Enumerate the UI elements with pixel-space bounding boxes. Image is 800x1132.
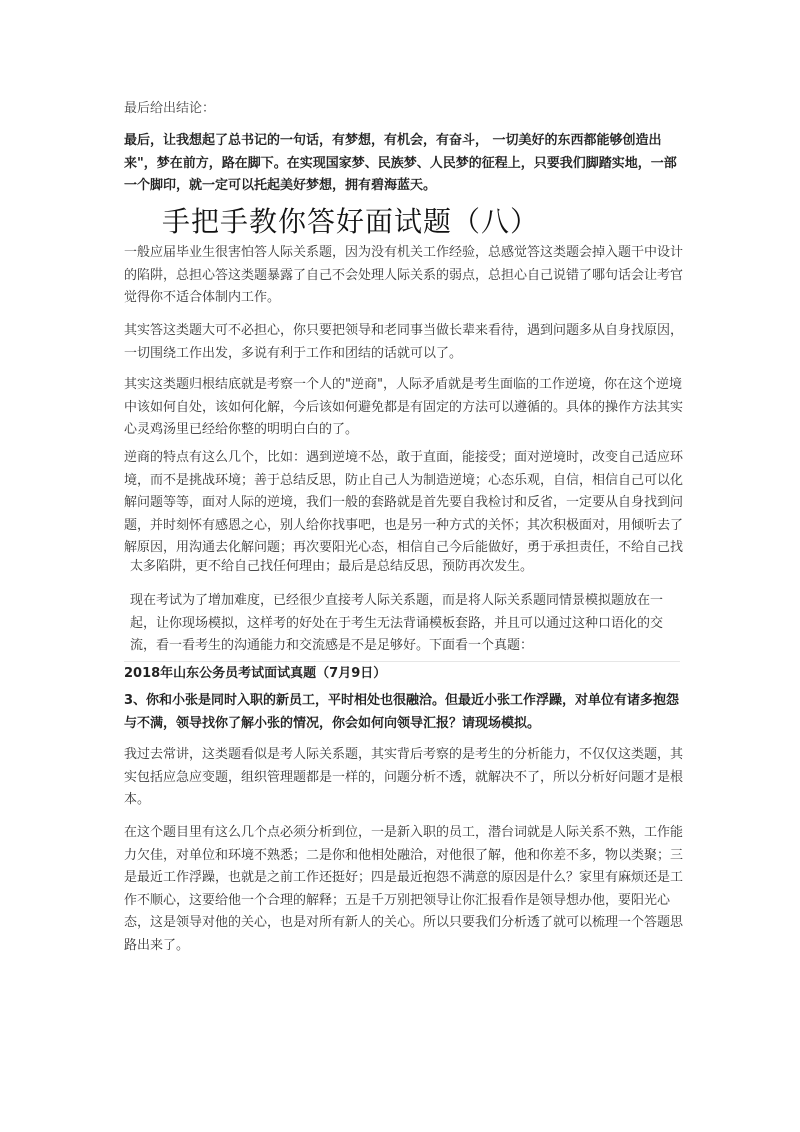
page-title: 手把手教你答好面试题（八） <box>162 205 540 238</box>
question-3: 3、你和小张是同时入职的新员工，平时相处也很融洽。但最近小张工作浮躁，对单位有诸多抱怨与不满，领导找你了解小张的情况，你会如何向领导汇报？请现场模拟。 <box>124 693 680 731</box>
paragraph-1: 一般应届毕业生很害怕答人际关系题，因为没有机关工作经验，总感觉答这类题会掉入题干中设计的陷阱，总担心答这类题暴露了自己不会处理人际关系的弱点，总担心自己说错了哪句话会让考官觉得你不适合体制内工作。 <box>124 245 684 305</box>
paragraph-7: 在这个题目里有这么几个点必须分析到位，一是新入职的员工，潜台词就是人际关系不熟，工作能力欠佳，对单位和环境不熟悉；二是你和他相处融洽，对他很了解，他和你差不多，物以类聚；三是最近工作浮躁，也就是之前工作还挺好；四是最近抱怨不满意的原因是什么？家里有麻烦还是工作不顺心，这要给他一个合理的解释；五是千万别把领导让你汇报看作是领导想办他，要阳光心态，这是领导对他的关心，也是对所有新人的关心。所以只要我们分析透了就可以梳理一个答题思路出来了。 <box>124 825 684 953</box>
paragraph-2: 其实答这类题大可不必担心，你只要把领导和老同事当做长辈来看待，遇到问题多从自身找原因，一切围绕工作出发，多说有利于工作和团结的话就可以了。 <box>124 323 684 361</box>
paragraph-6: 我过去常讲，这类题看似是考人际关系题，其实背后考察的是考生的分析能力，不仅仅这类题，其实包括应急应变题，组织管理题都是一样的，问题分析不透，就解决不了，所以分析好问题才是根本。 <box>124 747 684 807</box>
paragraph-5: 现在考试为了增加难度，已经很少直接考人际关系题，而是将人际关系题同情景模拟题放在一起，让你现场模拟，这样考的好处在于考生无法背诵模板套路，并且可以通过这种口语化的交流，看一看考生的沟通能力和交流感是不是足够好。下面看一个真题： <box>130 593 664 653</box>
conclusion-paragraph: 最后，让我想起了总书记的一句话，有梦想，有机会，有奋斗， 一切美好的东西都能够创造出来"，梦在前方，路在脚下。在实现国家梦、民族梦、人民梦的征程上，只要我们脚踏实地，一部一个脚印，就一定可以托起美好梦想，拥有碧海蓝天。 <box>124 133 677 193</box>
paragraph-4-continued: 太多陷阱，更不给自己找任何理由；最后是总结反思，预防再次发生。 <box>130 559 534 574</box>
paragraph-3: 其实这类题归根结底就是考察一个人的"逆商"，人际矛盾就是考生面临的工作逆境，你在这个逆境中该如何自处，该如何化解，今后该如何避免都是有固定的方法可以遵循的。具体的操作方法其实心灵鸡汤里已经给你整的明明白白的了。 <box>124 377 684 437</box>
exam-heading: 2018年山东公务员考试面试真题（7月9日） <box>124 666 387 681</box>
divider <box>124 661 680 662</box>
paragraph-4: 逆商的特点有这么几个，比如：遇到逆境不怂，敢于直面，能接受；面对逆境时，改变自己适应环境，而不是挑战环境；善于总结反思，防止自己人为制造逆境；心态乐观，自信，相信自己可以化解问题等等，面对人际的逆境，我们一般的套路就是首先要自我检讨和反省，一定要从自身找到问题，并时刻怀有感恩之心，别人给你找事吧，也是另一种方式的关怀；其次积极面对，用倾听去了解原因，用沟通去化解问题；再次要阳光心态，相信自己今后能做好，勇于承担责任，不给自己找 <box>124 450 684 555</box>
intro-text: 最后给出结论： <box>124 101 216 116</box>
